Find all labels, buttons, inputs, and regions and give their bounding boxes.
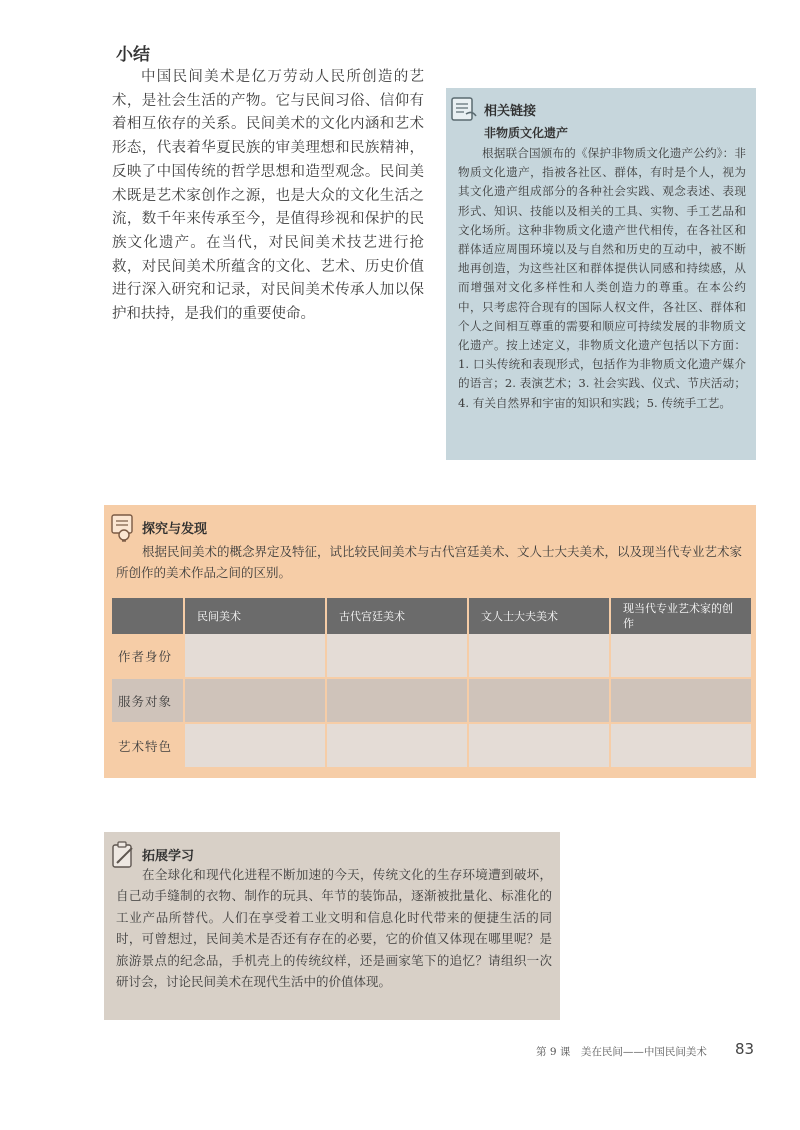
table-cell[interactable] <box>184 723 326 768</box>
table-row-label: 服务对象 <box>112 678 184 723</box>
lightbulb-icon <box>110 513 138 543</box>
table-row <box>112 723 752 768</box>
table-cell[interactable] <box>468 723 610 768</box>
table-header-cell: 民间美术 <box>184 598 326 634</box>
extend-study-title: 拓展学习 <box>142 849 195 864</box>
related-link-box <box>446 88 756 460</box>
table-cell[interactable] <box>326 723 468 768</box>
table-row-label: 艺术特色 <box>112 723 184 768</box>
extend-study-box <box>104 832 560 1020</box>
table-cell[interactable] <box>184 634 326 678</box>
table-header-cell: 文人士大夫美术 <box>468 598 610 634</box>
table-cell[interactable] <box>184 678 326 723</box>
explore-question: 根据民间美术的概念界定及特征，试比较民间美术与古代宫廷美术、文人士大夫美术，以及现当代专业艺术家所创作的美术作品之间的区别。 <box>116 544 743 580</box>
summary-paragraph: 中国民间美术是亿万劳动人民所创造的艺术，是社会生活的产物。它与民间习俗、信仰有着相互依存的关系。民间美术的文化内涵和艺术形态，代表着华夏民族的审美理想和民族精神，反映了中国传统的哲学思想和造型观念。民间美术既是艺术家创作之源，也是大众的文化生活之流，数千年来传承至今，是值得珍视和保护的民族文化遗产。在当代，对民间美术技艺进行抢救，对民间美术所蕴含的文化、艺术、历史价值进行深入研究和记录，对民间美术传承人加以保护和扶持，是我们的重要使命。 <box>112 69 424 323</box>
table-cell[interactable] <box>610 723 752 768</box>
table-row <box>112 634 752 678</box>
table-header-row <box>112 598 752 634</box>
table-cell[interactable] <box>468 678 610 723</box>
table-header-cell: 古代宫廷美术 <box>326 598 468 634</box>
related-link-subtitle: 非物质文化遗产 <box>484 126 569 140</box>
extend-study-text: 在全球化和现代化进程不断加速的今天，传统文化的生存环境遭到破坏，自己动手缝制的衣物、制作的玩具、年节的装饰品，逐渐被批量化、标准化的工业产品所替代。人们在享受着工业文明和信息化时代带来的便捷生活的同时，可曾想过，民间美术是否还有存在的必要，它的价值又体现在哪里呢？是旅游景点的纪念品，手机壳上的传统纹样，还是画家笔下的追忆？请组织一次研讨会，讨论民间美术在现代生活中的价值体现。 <box>116 867 552 990</box>
explore-title: 探究与发现 <box>142 522 208 537</box>
table-header-cell: 现当代专业艺术家的创作 <box>610 598 752 634</box>
table-cell[interactable] <box>610 678 752 723</box>
table-cell[interactable] <box>610 634 752 678</box>
related-link-text: 根据联合国颁布的《保护非物质文化遗产公约》：非物质文化遗产，指被各社区、群体，有时是个人，视为其文化遗产组成部分的各种社会实践、观念表述、表现形式、知识、技能以及相关的工具、实物、手工艺品和文化场所。这种非物质文化遗产世代相传，在各社区和群体适应周围环境以及与自然和历史的互动中，被不断地再创造，为这些社区和群体提供认同感和持续感，从而增强对文化多样性和人类创造力的尊重。在本公约中，只考虑符合现有的国际人权文件，各社区、群体和个人之间相互尊重的需要和顺应可持续发展的非物质文化遗产。按上述定义，非物质文化遗产包括以下方面：1. 口头传统和表现形式，包括作为非物质文化遗产媒介的语言；2. 表演艺术；3. 社会实践、仪式、节庆活动；4. 有关自然界和宇宙的知识和实践；5. 传统手工艺。 <box>458 146 746 410</box>
comparison-table <box>112 598 753 769</box>
table-row-label: 作者身份 <box>112 634 184 678</box>
page-number: 83 <box>735 1040 755 1058</box>
related-link-title: 相关链接 <box>484 104 537 119</box>
table-cell[interactable] <box>326 634 468 678</box>
page-footer-lesson: 第 9 课 美在民间——中国民间美术 <box>536 1046 707 1058</box>
table-header-cell <box>112 598 184 634</box>
summary-heading: 小结 <box>116 45 150 65</box>
table-cell[interactable] <box>326 678 468 723</box>
explore-box <box>104 505 756 778</box>
table-cell[interactable] <box>468 634 610 678</box>
document-link-icon <box>448 94 480 124</box>
table-row <box>112 678 752 723</box>
